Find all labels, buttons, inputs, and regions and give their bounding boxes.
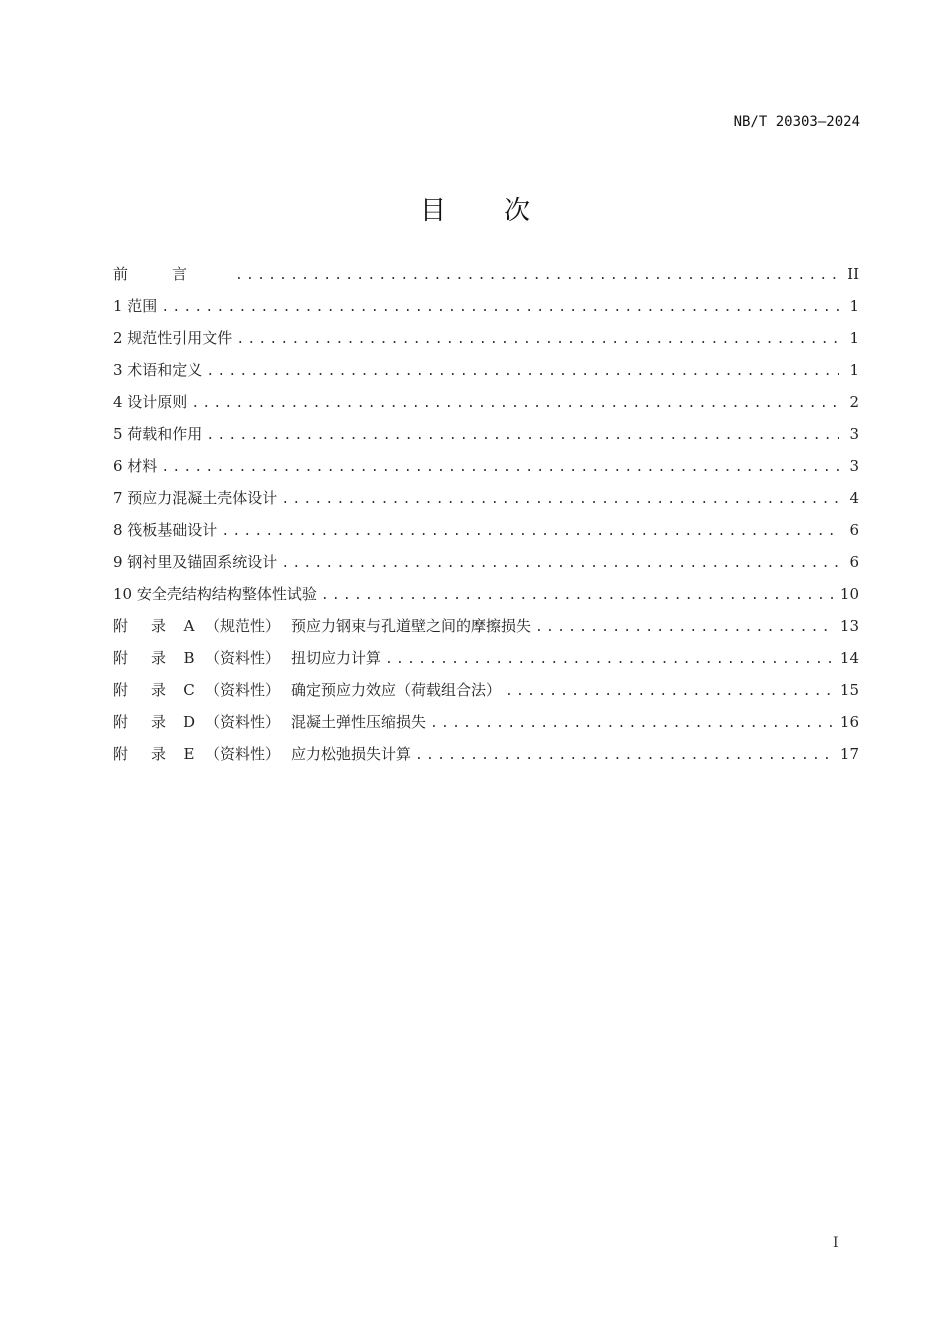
appendix-letter: C: [183, 681, 195, 699]
toc-appendix-label: [113, 706, 430, 738]
appendix-type: （资料性）: [205, 681, 281, 699]
toc-entry-label: 10 安全壳结构结构整体性试验: [113, 585, 317, 603]
toc-appendix-label: [113, 610, 535, 642]
toc-entry-page: 1: [849, 361, 859, 379]
toc-entry-7[interactable]: [113, 482, 859, 514]
toc-entry-5[interactable]: [113, 418, 859, 450]
toc-entry-page: 4: [849, 489, 859, 507]
toc-entry-appendix-e[interactable]: [113, 738, 859, 770]
appendix-word: 附: [113, 745, 129, 763]
appendix-word: 录: [151, 713, 167, 731]
appendix-letter: A: [183, 617, 195, 635]
appendix-word: 附: [113, 713, 129, 731]
toc-entry-label: 前言: [113, 265, 232, 283]
toc-entry-8[interactable]: [113, 514, 859, 546]
toc-leader-dots: [385, 644, 834, 676]
toc-appendix-label: [113, 674, 505, 706]
toc-entry-label: 8 筏板基础设计: [113, 521, 218, 539]
toc-leader-dots: [191, 388, 839, 420]
toc-entry-page: 10: [839, 585, 859, 603]
standard-number: NB/T 20303—2024: [733, 114, 860, 130]
appendix-word: 录: [151, 745, 167, 763]
toc-entry-label: 3 术语和定义: [113, 361, 203, 379]
toc-entry-page: 16: [839, 713, 859, 731]
toc-leader-dots: [206, 356, 839, 388]
toc-entry-appendix-b[interactable]: [113, 642, 859, 674]
toc-leader-dots: [236, 324, 839, 356]
toc-entry-appendix-d[interactable]: [113, 706, 859, 738]
toc-entry-page: 14: [839, 649, 859, 667]
appendix-letter: E: [183, 745, 195, 763]
toc-entry-page: 1: [849, 297, 859, 315]
toc-leader-dots: [281, 484, 839, 516]
toc-entry-page: 6: [849, 521, 859, 539]
toc-entry-label: 1 范围: [113, 297, 158, 315]
toc-entry-label: 6 材料: [113, 457, 158, 475]
toc-entry-page: 3: [849, 457, 859, 475]
appendix-title: 混凝土弹性压缩损失: [291, 713, 427, 731]
toc-entry-6[interactable]: [113, 450, 859, 482]
toc-appendix-label: [113, 738, 415, 770]
page-title: 目次: [419, 196, 588, 226]
toc-entry-appendix-a[interactable]: [113, 610, 859, 642]
toc-entry-10[interactable]: [113, 578, 859, 610]
toc-leader-dots: [505, 676, 834, 708]
toc-entry-page: 3: [849, 425, 859, 443]
toc-entry-label: 2 规范性引用文件: [113, 329, 233, 347]
appendix-title: 应力松弛损失计算: [291, 745, 412, 763]
toc-entry-page: 1: [849, 329, 859, 347]
toc-entry-1[interactable]: [113, 290, 859, 322]
appendix-title: 预应力钢束与孔道壁之间的摩擦损失: [291, 617, 532, 635]
appendix-letter: B: [183, 649, 195, 667]
toc-leader-dots: [206, 420, 839, 452]
toc-entry-label: 4 设计原则: [113, 393, 188, 411]
toc-entry-page: 17: [839, 745, 859, 763]
toc-entry-2[interactable]: [113, 322, 859, 354]
toc-leader-dots: [161, 452, 839, 484]
toc-leader-dots: [161, 292, 839, 324]
appendix-type: （资料性）: [205, 713, 281, 731]
appendix-word: 录: [151, 617, 167, 635]
toc-entry-9[interactable]: [113, 546, 859, 578]
appendix-word: 附: [113, 617, 129, 635]
toc-appendix-label: [113, 642, 385, 674]
toc-entry-page: 2: [849, 393, 859, 411]
page-number: I: [833, 1235, 839, 1251]
table-of-contents: [113, 258, 859, 770]
toc-entry-page: 6: [849, 553, 859, 571]
toc-leader-dots: [415, 740, 834, 772]
appendix-type: （资料性）: [205, 745, 281, 763]
toc-leader-dots: [321, 580, 834, 612]
toc-entry-appendix-c[interactable]: [113, 674, 859, 706]
appendix-word: 附: [113, 649, 129, 667]
appendix-title: 扭切应力计算: [291, 649, 382, 667]
toc-entry-foreword[interactable]: [113, 258, 859, 290]
toc-entry-4[interactable]: [113, 386, 859, 418]
toc-entry-page: II: [847, 265, 859, 283]
appendix-title: 确定预应力效应（荷载组合法）: [291, 681, 502, 699]
toc-leader-dots: [235, 260, 839, 292]
toc-entry-page: 15: [839, 681, 859, 699]
appendix-word: 附: [113, 681, 129, 699]
appendix-type: （规范性）: [205, 617, 281, 635]
toc-entry-label: 7 预应力混凝土壳体设计: [113, 489, 278, 507]
toc-entry-label: 9 钢衬里及锚固系统设计: [113, 553, 278, 571]
appendix-letter: D: [182, 713, 196, 731]
toc-leader-dots: [430, 708, 834, 740]
toc-entry-label: 5 荷载和作用: [113, 425, 203, 443]
toc-entry-3[interactable]: [113, 354, 859, 386]
toc-leader-dots: [221, 516, 839, 548]
toc-leader-dots: [535, 612, 834, 644]
toc-leader-dots: [281, 548, 839, 580]
appendix-word: 录: [151, 681, 167, 699]
appendix-word: 录: [151, 649, 167, 667]
toc-entry-page: 13: [839, 617, 859, 635]
appendix-type: （资料性）: [205, 649, 281, 667]
